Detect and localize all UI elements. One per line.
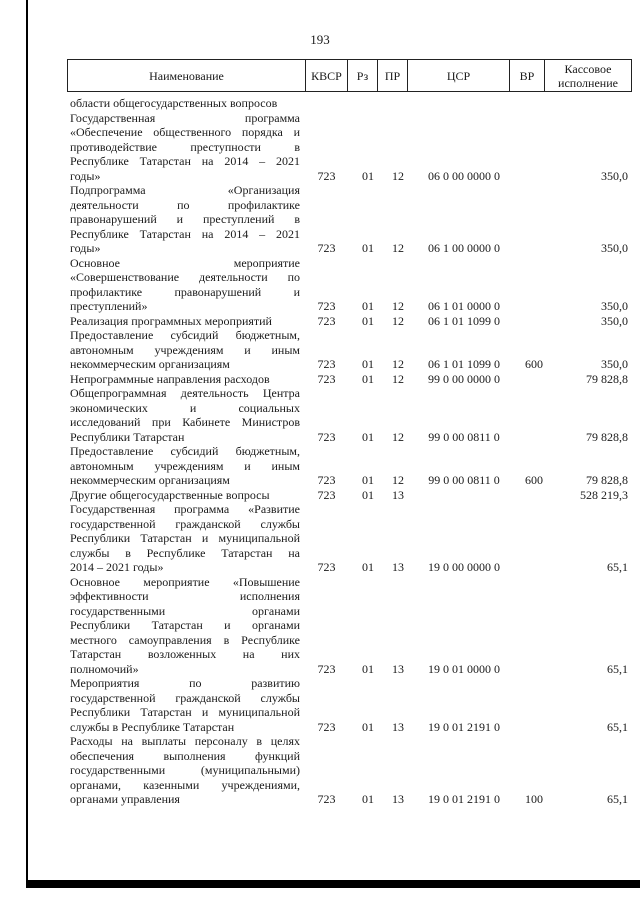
row-name-line: Основное мероприятие (70, 255, 300, 270)
row-kassovoe: 65,1 (607, 719, 628, 734)
row-csr: 99 0 00 0000 0 (428, 371, 500, 386)
row-rz: 01 (362, 357, 374, 371)
row-name-line: правонарушений и преступлений в (70, 212, 300, 226)
table-row (70, 575, 632, 677)
row-name-line: годы» (70, 168, 101, 183)
row-name-line: годы» (70, 241, 101, 255)
row-kvsr: 723 (317, 429, 336, 444)
row-kassovoe: 350,0 (601, 313, 628, 328)
row-name (70, 328, 300, 372)
row-csr: 19 0 00 0000 0 (428, 560, 500, 574)
row-name-line: Подпрограмма «Организация (70, 183, 300, 197)
row-name (70, 444, 300, 488)
row-name-line: деятельности по профилактике (70, 197, 300, 212)
row-name-line: экономических и социальных (70, 400, 300, 415)
row-name-line: области общегосударственных вопросов (70, 96, 278, 110)
row-kassovoe: 350,0 (601, 299, 628, 313)
header-kassovoe (545, 60, 631, 91)
row-name-line: Основное мероприятие «Повышение (70, 574, 300, 589)
table-header (67, 59, 632, 92)
row-name-line: автономным учреждениям и иным (70, 342, 300, 357)
row-kvsr: 723 (317, 241, 336, 255)
row-name-line: Государственная программа (70, 110, 300, 125)
table-row (70, 183, 632, 256)
scan-bottom-edge (26, 880, 640, 888)
row-csr: 19 0 01 2191 0 (428, 792, 500, 806)
table-row (70, 111, 632, 184)
row-name-line: службы в Республике Татарстан на (70, 545, 300, 560)
row-rz: 01 (362, 429, 374, 444)
row-kassovoe: 79 828,8 (586, 429, 628, 444)
row-kassovoe: 528 219,3 (580, 487, 628, 502)
row-name-line: Республики Татарстан (70, 429, 185, 444)
row-pr: 12 (392, 473, 404, 487)
row-pr: 13 (392, 661, 404, 676)
row-rz: 01 (362, 473, 374, 487)
table-body (70, 96, 632, 807)
row-pr: 12 (392, 429, 404, 444)
row-rz: 01 (362, 168, 374, 183)
row-kvsr: 723 (317, 473, 336, 487)
row-name (70, 372, 300, 387)
row-kassovoe: 350,0 (601, 357, 628, 371)
row-name (70, 256, 300, 314)
row-csr: 19 0 01 0000 0 (428, 661, 500, 676)
row-name-line: полномочий» (70, 661, 139, 676)
row-rz: 01 (362, 560, 374, 574)
table-row (70, 372, 632, 387)
row-rz: 01 (362, 241, 374, 255)
row-name-line: Республики Татарстан и органами (70, 618, 300, 632)
row-rz: 01 (362, 371, 374, 386)
row-rz: 01 (362, 313, 374, 328)
row-kvsr: 723 (317, 299, 336, 313)
row-name-line: Государственная программа «Развитие (70, 502, 300, 516)
row-name-line: органами управления (70, 792, 180, 806)
row-name-line: государственными органами (70, 603, 300, 618)
row-name-line: противодействие преступности в (70, 139, 300, 154)
row-name-line: некоммерческим организациям (70, 357, 230, 371)
row-pr: 12 (392, 371, 404, 386)
row-name-line: Республики Татарстан и муниципальной (70, 705, 300, 719)
row-kassovoe: 79 828,8 (586, 371, 628, 386)
row-name-line: 2014 – 2021 годы» (70, 560, 164, 574)
row-rz: 01 (362, 487, 374, 502)
row-name-line: некоммерческим организациям (70, 473, 230, 487)
row-kassovoe: 65,1 (607, 560, 628, 574)
row-pr: 12 (392, 299, 404, 313)
row-pr: 13 (392, 487, 404, 502)
row-name-line: Предоставление субсидий бюджетным, (70, 444, 300, 458)
header-vr: ВР (510, 60, 545, 91)
row-name-line: эффективности исполнения (70, 589, 300, 603)
row-kvsr: 723 (317, 357, 336, 371)
row-kvsr: 723 (317, 487, 336, 502)
table-row (70, 676, 632, 734)
row-kvsr: 723 (317, 792, 336, 806)
row-kvsr: 723 (317, 719, 336, 734)
table-row (70, 444, 632, 488)
row-name (70, 183, 300, 256)
row-csr: 99 0 00 0811 0 (428, 429, 500, 444)
table-row (70, 256, 632, 314)
row-name-line: Реализация программных мероприятий (70, 313, 272, 328)
row-name (70, 676, 300, 734)
row-name (70, 734, 300, 807)
row-name-line: преступлений» (70, 299, 148, 313)
table-row (70, 328, 632, 372)
row-pr: 12 (392, 313, 404, 328)
table-row (70, 314, 632, 329)
row-csr: 06 1 00 0000 0 (428, 241, 500, 255)
row-name-line: Татарстан возложенных на них (70, 647, 300, 661)
row-name-line: профилактике правонарушений и (70, 284, 300, 299)
header-pr: ПР (378, 60, 408, 91)
header-csr: ЦСР (408, 60, 510, 91)
row-pr: 13 (392, 560, 404, 574)
row-kassovoe: 350,0 (601, 168, 628, 183)
header-kass-line2: исполнение (558, 76, 618, 90)
row-name-line: государственными (муниципальными) (70, 763, 300, 777)
row-kassovoe: 65,1 (607, 792, 628, 806)
row-name-line: исследований при Кабинете Министров (70, 415, 300, 429)
header-kass-line1: Кассовое (564, 62, 612, 76)
row-kvsr: 723 (317, 661, 336, 676)
row-name (70, 314, 300, 329)
row-name-line: Непрограммные направления расходов (70, 371, 270, 386)
row-name-line: службы в Республике Татарстан (70, 719, 235, 734)
row-csr: 06 0 00 0000 0 (428, 168, 500, 183)
row-name (70, 575, 300, 677)
row-name (70, 502, 300, 575)
row-csr: 06 1 01 0000 0 (428, 299, 500, 313)
row-name (70, 111, 300, 184)
header-kvsr: КВСР (306, 60, 348, 91)
row-csr: 19 0 01 2191 0 (428, 719, 500, 734)
row-name (70, 488, 300, 503)
row-name-line: автономным учреждениям и иным (70, 458, 300, 473)
row-pr: 13 (392, 719, 404, 734)
row-name (70, 96, 300, 111)
row-pr: 12 (392, 241, 404, 255)
row-rz: 01 (362, 792, 374, 806)
row-name-line: органами, казенными учреждениями, (70, 777, 300, 792)
table-row (70, 488, 632, 503)
row-csr: 99 0 00 0811 0 (428, 473, 500, 487)
row-vr: 100 (525, 792, 543, 806)
table-row (70, 502, 632, 575)
table-row (70, 386, 632, 444)
header-rz: Рз (348, 60, 378, 91)
row-csr: 06 1 01 1099 0 (428, 357, 500, 371)
row-name-line: Предоставление субсидий бюджетным, (70, 328, 300, 342)
row-name-line: Республике Татарстан на 2014 – 2021 (70, 154, 300, 168)
row-vr: 600 (525, 357, 543, 371)
row-name-line: Расходы на выплаты персоналу в целях (70, 734, 300, 748)
row-name-line: государственной гражданской службы (70, 516, 300, 531)
row-name-line: Республики Татарстан и муниципальной (70, 531, 300, 545)
scan-left-edge (26, 0, 28, 888)
table-row (70, 734, 632, 807)
row-kvsr: 723 (317, 371, 336, 386)
row-name-line: Мероприятия по развитию (70, 676, 300, 690)
row-pr: 12 (392, 168, 404, 183)
row-kassovoe: 350,0 (601, 241, 628, 255)
row-kassovoe: 79 828,8 (586, 473, 628, 487)
row-name (70, 386, 300, 444)
row-rz: 01 (362, 661, 374, 676)
row-name-line: Республике Татарстан на 2014 – 2021 (70, 226, 300, 241)
row-vr: 600 (525, 473, 543, 487)
row-kvsr: 723 (317, 560, 336, 574)
row-name-line: Другие общегосударственные вопросы (70, 487, 270, 502)
row-rz: 01 (362, 299, 374, 313)
row-kassovoe: 65,1 (607, 661, 628, 676)
row-kvsr: 723 (317, 313, 336, 328)
row-pr: 13 (392, 792, 404, 806)
row-name-line: Общепрограммная деятельность Центра (70, 386, 300, 400)
table-row (70, 96, 632, 111)
row-csr: 06 1 01 1099 0 (428, 313, 500, 328)
row-rz: 01 (362, 719, 374, 734)
row-name-line: «Совершенствование деятельности по (70, 270, 300, 284)
row-pr: 12 (392, 357, 404, 371)
page-number: 193 (310, 32, 330, 47)
header-name: Наименование (68, 60, 306, 91)
row-name-line: государственной гражданской службы (70, 690, 300, 705)
row-name-line: «Обеспечение общественного порядка и (70, 125, 300, 139)
row-name-line: местного самоуправления в Республике (70, 632, 300, 647)
row-kvsr: 723 (317, 168, 336, 183)
row-name-line: обеспечения выполнения функций (70, 748, 300, 763)
